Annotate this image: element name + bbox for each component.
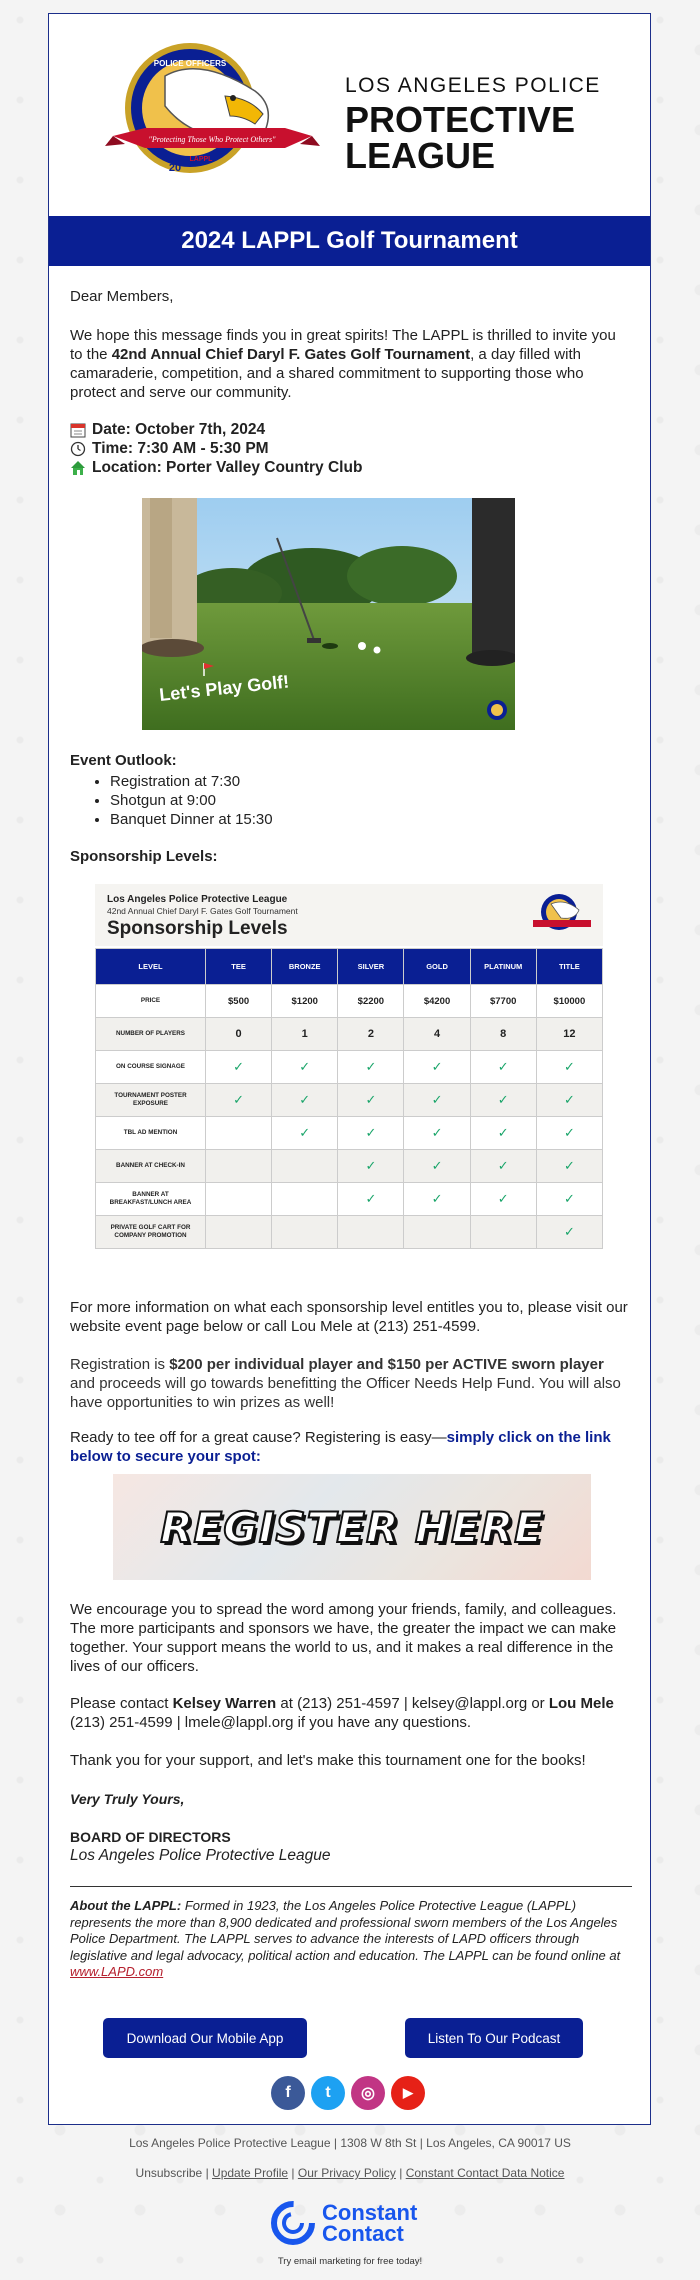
table-row [96,985,603,1018]
row-label: NUMBER OF PLAYERS [96,1018,206,1051]
col-header: TITLE [536,949,602,985]
sponsorship-graphic-header [95,884,603,946]
check-cell [536,1051,602,1084]
cta-paragraph: Ready to tee off for a great cause? Registering is easy—simply click on the link below to secure your spot: [70,1429,611,1465]
players-cell: 12 [536,1018,602,1051]
check-cell [338,1051,404,1084]
check-cell [338,1150,404,1183]
calendar-icon [70,422,86,438]
sponsorship-graphic-heading: Sponsorship Levels [107,918,288,939]
sponsorship-graphic-subtitle: 42nd Annual Chief Daryl F. Gates Golf Tournament [107,906,298,916]
check-cell [206,1216,272,1249]
price-cell: $10000 [536,985,602,1018]
sponsorship-title: Sponsorship Levels: [70,848,218,865]
checkmark-icon: ✓ [497,1125,509,1140]
price-cell: $500 [206,985,272,1018]
registration-paragraph: Registration is $200 per individual player and $150 per ACTIVE sworn player and proceeds will go towards benefitting the Officer Needs Help Fund. You will also have opportunities to win prizes as well! [70,1356,621,1411]
check-cell [206,1150,272,1183]
download-app-button[interactable]: Download Our Mobile App [103,2018,307,2058]
row-label: PRIVATE GOLF CART FOR COMPANY PROMOTION [96,1216,206,1249]
divider [70,1886,632,1887]
check-cell [272,1150,338,1183]
encourage-paragraph: We encourage you to spread the word among your friends, family, and colleagues. The more participants and sponsors we have, the greater the impact we can make together. Your support means the world to us, and it makes a real difference in the lives of our officers. [70,1601,617,1675]
table-row [96,1183,603,1216]
col-header: SILVER [338,949,404,985]
svg-text:"Protecting Those Who Protect: "Protecting Those Who Protect Others" [148,135,276,144]
table-row [96,1216,603,1249]
golf-photo [142,498,515,730]
table-header-row [96,949,603,985]
sponsorship-table [95,948,603,1249]
table-row [96,1051,603,1084]
check-cell [338,1084,404,1117]
podcast-button[interactable]: Listen To Our Podcast [405,2018,583,2058]
constant-contact-icon [270,2200,316,2246]
col-header: PLATINUM [470,949,536,985]
check-cell [206,1051,272,1084]
update-profile-link[interactable]: Update Profile [212,2166,289,2180]
check-cell [404,1084,470,1117]
intro-paragraph: We hope this message finds you in great spirits! The LAPPL is thrilled to invite you to the 42nd Annual Chief Daryl F. Gates Golf Tournament, a day filled with camaraderie, competition, and a shared commitment to supporting those who protect and serve our community. [70,327,616,401]
checkmark-icon: ✓ [365,1092,377,1107]
checkmark-icon: ✓ [497,1191,509,1206]
check-cell [272,1117,338,1150]
cta-link[interactable]: simply click on the link below to secure your spot: [70,1429,611,1465]
svg-text:POLICE OFFICERS: POLICE OFFICERS [153,59,227,68]
check-cell [404,1051,470,1084]
footer-address: Los Angeles Police Protective League | 1308 W 8th St | Los Angeles, CA 90017 US [129,2136,571,2150]
thanks-paragraph: Thank you for your support, and let's make this tournament one for the books! [70,1752,586,1769]
checkmark-icon: ✓ [497,1059,509,1074]
checkmark-icon: ✓ [299,1059,311,1074]
price-cell: $2200 [338,985,404,1018]
check-cell [272,1051,338,1084]
lapd-link[interactable]: www.LAPD.com [70,1964,164,1979]
twitter-icon[interactable]: t [311,2076,345,2110]
checkmark-icon: ✓ [233,1092,245,1107]
list-item: • Banquet Dinner at 15:30 [110,810,632,829]
checkmark-icon: ✓ [563,1158,575,1173]
checkmark-icon: ✓ [365,1158,377,1173]
checkmark-icon: ✓ [365,1125,377,1140]
register-label: REGISTER HERE [160,1502,544,1552]
about-paragraph: About the LAPPL: Formed in 1923, the Los Angeles Police Protective League (LAPPL) represents the more than 8,900 dedicated and professional sworn members of the Los Angeles Police Department. The LAPPL serves to advance the interests of LAPD officers through legislative and legal advocacy, political action and education. The LAPPL can be found online at www.LAPD.com [70,1898,621,1979]
privacy-policy-link[interactable]: Our Privacy Policy [297,2166,396,2180]
youtube-icon[interactable]: ▶ [391,2076,425,2110]
col-header: BRONZE [272,949,338,985]
event-time: Time: 7:30 AM - 5:30 PM [70,439,632,458]
greeting: Dear Members, [70,288,174,305]
price-cell: $4200 [404,985,470,1018]
event-outlook [70,751,632,829]
instagram-icon[interactable]: ◎ [351,2076,385,2110]
col-header: GOLD [404,949,470,985]
social-links [271,2076,425,2110]
outlook-title: Event Outlook: [70,752,177,769]
check-cell [470,1117,536,1150]
constant-contact-logo[interactable] [270,2200,417,2246]
check-cell [536,1183,602,1216]
check-cell [404,1183,470,1216]
row-label: ON COURSE SIGNAGE [96,1051,206,1084]
svg-text:Let's Play Golf!: Let's Play Golf! [158,671,291,705]
row-label: BANNER AT CHECK-IN [96,1150,206,1183]
checkmark-icon: ✓ [431,1059,443,1074]
check-cell [470,1216,536,1249]
header-logo [105,36,605,196]
row-label: PRICE [96,985,206,1018]
svg-text:LAPPL: LAPPL [189,156,213,163]
board-org: Los Angeles Police Protective League [70,1847,331,1864]
data-notice-link[interactable]: Constant Contact Data Notice [405,2166,565,2180]
row-label: BANNER AT BREAKFAST/LUNCH AREA [96,1183,206,1216]
table-row [96,1117,603,1150]
table-row [96,1084,603,1117]
checkmark-icon: ✓ [563,1059,575,1074]
price-cell: $7700 [470,985,536,1018]
event-location: Location: Porter Valley Country Club [70,458,632,477]
check-cell [470,1183,536,1216]
check-cell [470,1084,536,1117]
players-cell: 8 [470,1018,536,1051]
checkmark-icon: ✓ [299,1092,311,1107]
svg-text:20: 20 [168,162,182,174]
signoff: Very Truly Yours, [70,1791,185,1807]
check-cell [206,1183,272,1216]
list-item: • Shotgun at 9:00 [110,791,632,810]
players-cell: 0 [206,1018,272,1051]
table-row [96,1018,603,1051]
unsubscribe-link[interactable]: Unsubscribe [135,2166,203,2180]
clock-icon [70,441,86,457]
players-cell: 2 [338,1018,404,1051]
org-line-1: LOS ANGELES POLICE [345,74,601,97]
check-cell [470,1051,536,1084]
email-card [48,13,651,2125]
org-wordmark [345,74,601,174]
check-cell [536,1117,602,1150]
checkmark-icon: ✓ [563,1092,575,1107]
checkmark-icon: ✓ [497,1092,509,1107]
check-cell [404,1216,470,1249]
col-header: TEE [206,949,272,985]
event-date: Date: October 7th, 2024 [70,420,632,439]
cc-wordmark: Constant Contact [322,2200,418,2246]
checkmark-icon: ✓ [497,1158,509,1173]
price-cell: $1200 [272,985,338,1018]
check-cell [536,1216,602,1249]
check-cell [272,1084,338,1117]
contact-paragraph: Please contact Kelsey Warren at (213) 251-4597 | kelsey@lappl.org or Lou Mele (213) 251-4599 | lmele@lappl.org if you have any questions. [70,1695,614,1731]
check-cell [272,1216,338,1249]
check-cell [404,1150,470,1183]
sponsorship-levels-graphic [95,884,603,1280]
check-cell [338,1117,404,1150]
org-line-3: LEAGUE [345,135,496,176]
checkmark-icon: ✓ [431,1125,443,1140]
row-label: TBL AD MENTION [96,1117,206,1150]
checkmark-icon: ✓ [365,1191,377,1206]
outlook-list [110,772,632,829]
footer-links: Unsubscribe | Update Profile | Our Privacy Policy | Constant Contact Data Notice [135,2166,565,2180]
table-row [96,1150,603,1183]
mini-badge-logo [531,890,593,940]
check-cell [536,1084,602,1117]
checkmark-icon: ✓ [563,1191,575,1206]
org-line-2: PROTECTIVE [345,99,576,140]
checkmark-icon: ✓ [431,1092,443,1107]
players-cell: 4 [404,1018,470,1051]
checkmark-icon: ✓ [563,1125,575,1140]
check-cell [206,1084,272,1117]
players-cell: 1 [272,1018,338,1051]
lappl-badge-logo [105,36,320,196]
house-icon [70,460,86,476]
row-label: TOURNAMENT POSTER EXPOSURE [96,1084,206,1117]
sponsorship-graphic-org: Los Angeles Police Protective League [107,894,288,905]
board-title: BOARD OF DIRECTORS [70,1829,231,1845]
check-cell [206,1117,272,1150]
checkmark-icon: ✓ [365,1059,377,1074]
check-cell [272,1183,338,1216]
title-banner: 2024 LAPPL Golf Tournament [49,216,650,266]
checkmark-icon: ✓ [299,1125,311,1140]
check-cell [536,1150,602,1183]
more-info-paragraph: For more information on what each sponsorship level entitles you to, please visit our website event page below or call Lou Mele at (213) 251-4599. [70,1299,628,1335]
event-details [70,420,632,477]
list-item: • Registration at 7:30 [110,772,632,791]
col-header: LEVEL [96,949,206,985]
check-cell [338,1216,404,1249]
check-cell [470,1150,536,1183]
checkmark-icon: ✓ [233,1059,245,1074]
facebook-icon[interactable]: f [271,2076,305,2110]
checkmark-icon: ✓ [563,1224,575,1239]
checkmark-icon: ✓ [431,1191,443,1206]
cc-tagline: Try email marketing for free today! [277,2256,423,2267]
checkmark-icon: ✓ [431,1158,443,1173]
check-cell [338,1183,404,1216]
check-cell [404,1117,470,1150]
register-here-button[interactable] [113,1474,591,1580]
